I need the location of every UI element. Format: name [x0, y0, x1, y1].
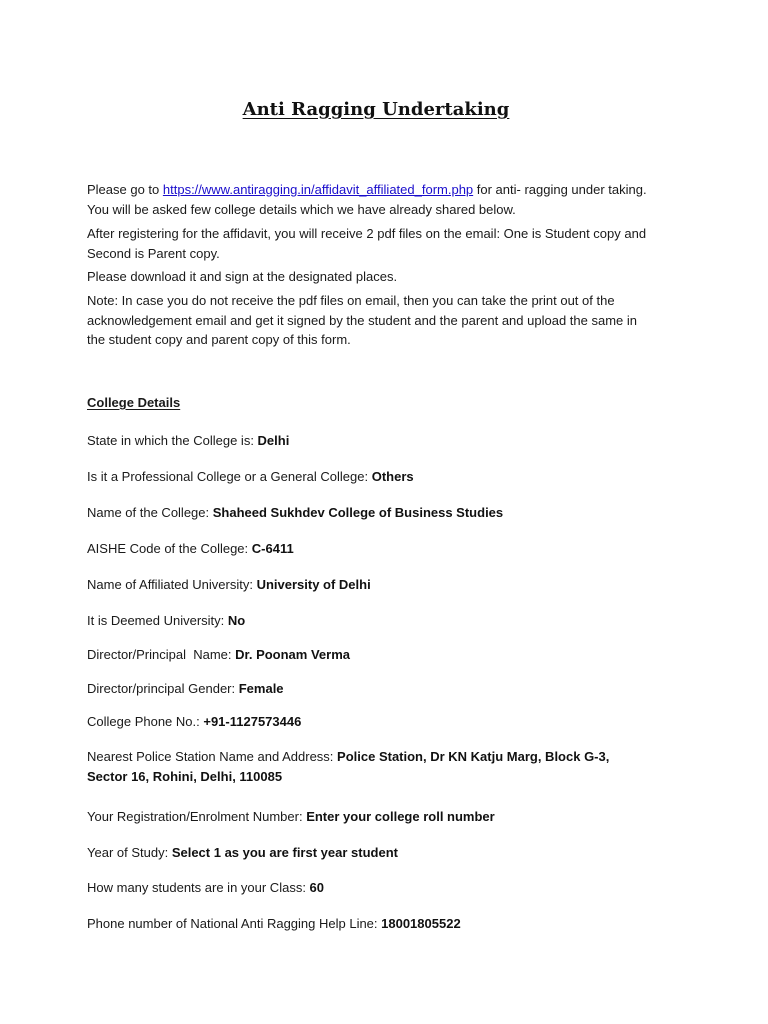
field-label: How many students are in your Class:: [87, 880, 310, 895]
intro-text-after-link: for anti- ragging under taking. You will be asked few college details which we have already shared below.: [87, 182, 647, 217]
field-label: Name of Affiliated University:: [87, 577, 257, 592]
field-value: University of Delhi: [256, 577, 371, 592]
field-label: AISHE Code of the College:: [87, 541, 252, 556]
field-value: Select 1 as you are first year student: [171, 845, 398, 860]
field-class-strength: [87, 878, 667, 898]
field-affiliated-university: [87, 575, 667, 595]
field-year-of-study: [87, 843, 667, 863]
field-label: Phone number of National Anti Ragging Help Line:: [87, 916, 382, 931]
field-value: Police Station, Dr KN Katju Marg, Block G-3, Sector 16, Rohini, Delhi, 110085: [87, 749, 610, 784]
intro-paragraph-2: After registering for the affidavit, you will receive 2 pdf files on the email: One is Student copy and Second is Parent copy.: [87, 226, 647, 261]
field-label: Is it a Professional College or a General College:: [87, 469, 372, 484]
field-value: Dr. Poonam Verma: [235, 647, 350, 662]
college-details-heading: College Details: [87, 395, 181, 410]
field-principal-name: [87, 645, 667, 665]
intro-paragraph-1: [87, 180, 647, 219]
field-principal-gender: [87, 679, 667, 699]
field-label: Name of the College:: [87, 505, 213, 520]
field-police-station: [87, 747, 647, 787]
field-value: Shaheed Sukhdev College of Business Studies: [212, 505, 504, 520]
field-label: State in which the College is:: [87, 433, 258, 448]
field-value: C-6411: [251, 541, 294, 556]
field-state: [87, 431, 667, 451]
field-label: It is Deemed University:: [87, 613, 228, 628]
intro-paragraph-3: Please download it and sign at the designated places.: [87, 269, 398, 284]
field-deemed-university: [87, 611, 667, 631]
field-label: Nearest Police Station Name and Address:: [87, 749, 338, 764]
field-value: Delhi: [257, 433, 290, 448]
field-label: Director/Principal Name:: [87, 647, 236, 662]
field-value: 60: [309, 880, 325, 895]
field-college-phone: [87, 712, 667, 732]
field-label: Year of Study:: [87, 845, 172, 860]
field-value: No: [227, 613, 246, 628]
intro-text-before-link: Please go to: [87, 182, 163, 197]
field-aishe-code: [87, 539, 667, 559]
field-label: College Phone No.:: [87, 714, 204, 729]
field-registration-number: [87, 807, 667, 827]
field-college-name: [87, 503, 667, 523]
note-paragraph: Note: In case you do not receive the pdf files on email, then you can take the print out of the acknowledgement email and get it signed by the student and the parent and upload the same in the student copy and parent copy of this form.: [87, 293, 637, 347]
field-helpline-number: [87, 914, 667, 934]
field-value: Others: [371, 469, 414, 484]
field-college-type: [87, 467, 667, 487]
field-value: Female: [238, 681, 284, 696]
field-value: +91-1127573446: [203, 714, 302, 729]
field-label: Your Registration/Enrolment Number:: [87, 809, 307, 824]
field-label: Director/principal Gender:: [87, 681, 239, 696]
document-title: Anti Ragging Undertaking: [242, 99, 510, 120]
affidavit-form-link[interactable]: https://www.antiragging.in/affidavit_affiliated_form.php: [162, 182, 474, 197]
field-value: 18001805522: [381, 916, 461, 931]
field-value: Enter your college roll number: [306, 809, 495, 824]
